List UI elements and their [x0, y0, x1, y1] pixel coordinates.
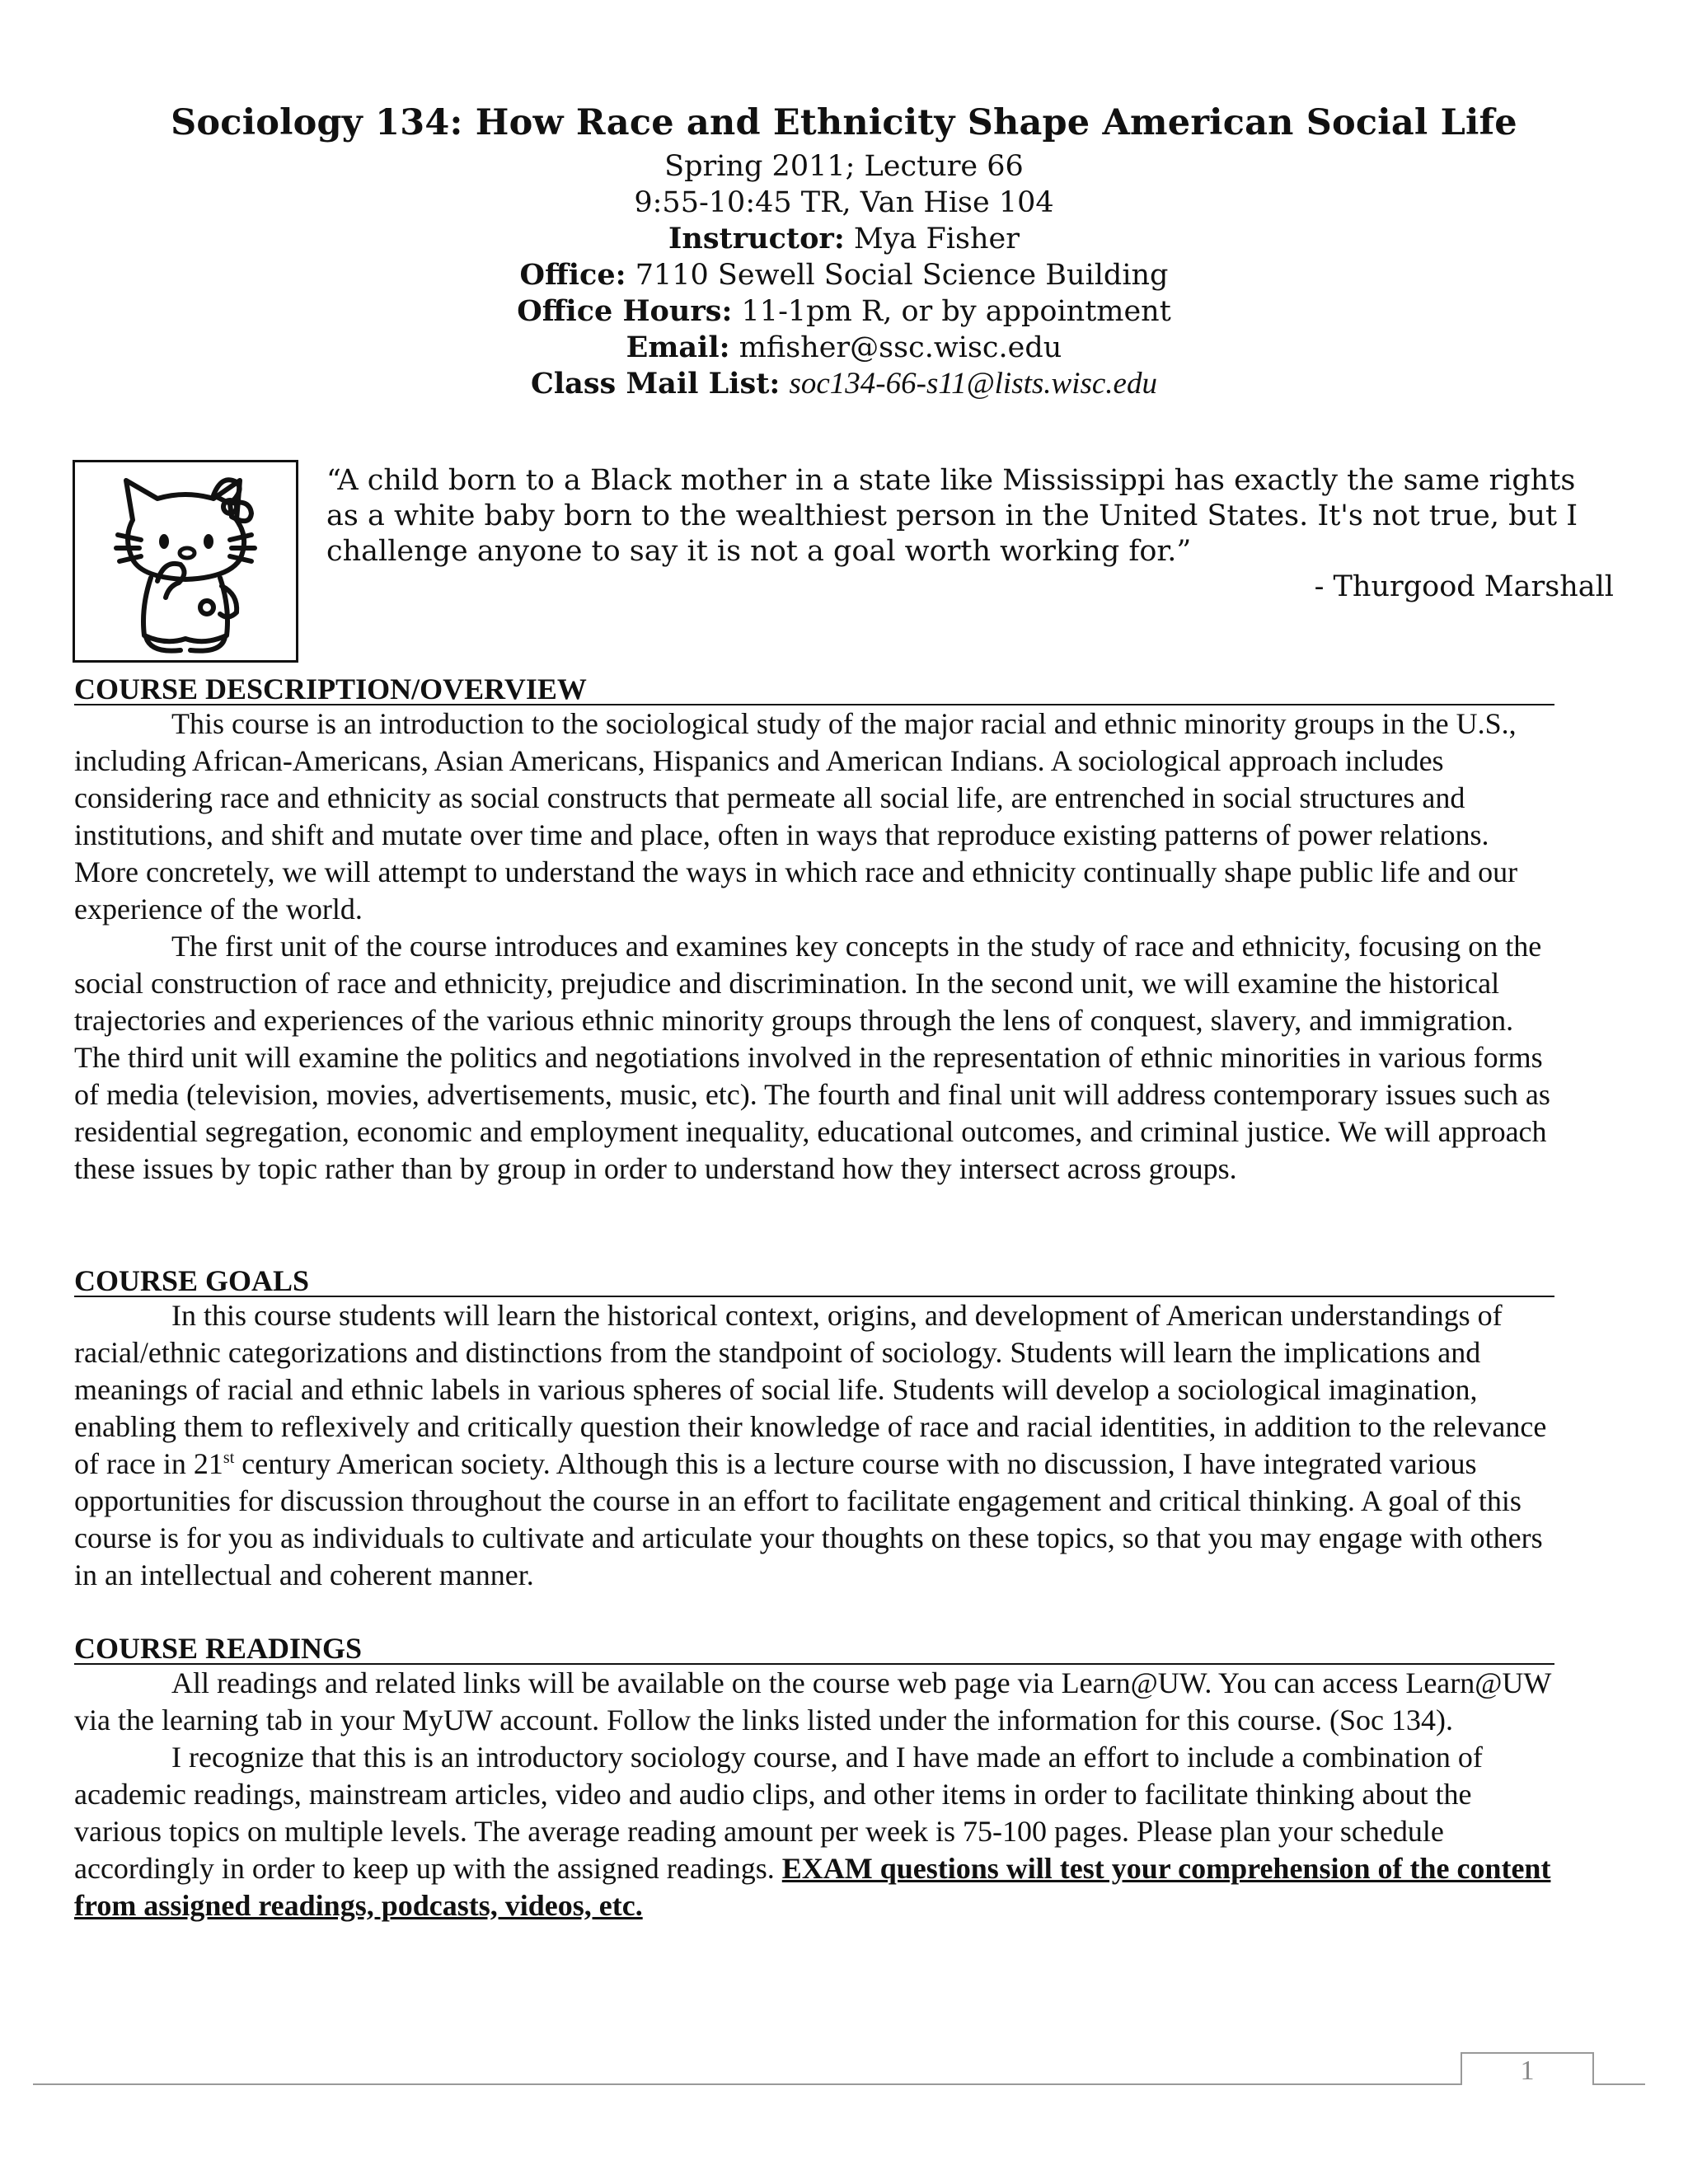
email-address: mfisher@ssc.wisc.edu: [729, 331, 1062, 364]
document-header: [0, 97, 1688, 402]
section-heading-goals: [74, 1266, 1554, 1297]
whisker-6: [230, 556, 251, 561]
description-paragraph-1: This course is an introduction to the sociological study of the major racial and ethnic minority groups in the U.S., including African-Americans, Asian Americans, Hispanics and American Indians. A sociological approach includes considering race and ethnicity as social constructs that permeate all social life, are entrenched in social structures and institutions, and shift and mutate over time and place, often in ways that reproduce existing patterns of power relations. More concretely, we will attempt to understand the ways in which race and ethnicity continually shape public life and our experience of the world.: [74, 707, 1518, 926]
mail-list-line: [0, 366, 1688, 402]
course-schedule: 9:55-10:45 TR, Van Hise 104: [634, 186, 1054, 219]
whisker-1: [118, 535, 141, 540]
eye-left: [159, 534, 169, 549]
exam-emphasis-text: EXAM questions will test your comprehension of the content from assigned readings, podcasts, videos, etc.: [74, 1852, 1551, 1922]
goals-text-part-2: century American society. Although this is a lecture course with no discussion, I have integrated various opportunities for discussion throughout the course in an effort to facilitate engagement and critical thinking. A goal of this course is for you as individuals to cultivate and articulate your thoughts on these topics, so that you may engage with others in an intellectual and coherent manner.: [74, 1447, 1543, 1591]
office-hours-line: [0, 293, 1688, 330]
nose: [180, 548, 195, 558]
section-heading-description: [74, 674, 1554, 705]
mail-list-label: Class Mail List:: [531, 367, 781, 401]
office-hours-label: Office Hours:: [517, 294, 733, 328]
email-line: [0, 330, 1688, 366]
quote-text: “A child born to a Black mother in a state like Mississippi has exactly the same rights as a white baby born to the wealthiest person in the United States. It's not true, but I challenge anyone to say it is not a goal worth working for.”: [326, 464, 1578, 568]
section-course-readings: [74, 1633, 1554, 1924]
mail-list-address: soc134-66-s11@lists.wisc.edu: [789, 367, 1157, 401]
instructor-line: [0, 221, 1688, 257]
page-number: 1: [1520, 2055, 1535, 2086]
goals-superscript: st: [223, 1449, 235, 1467]
quote-author: - Thurgood Marshall: [1314, 570, 1614, 603]
goals-paragraph: [74, 1297, 1554, 1594]
section-course-goals: [74, 1266, 1554, 1594]
eye-right: [204, 534, 213, 549]
head-outline: [126, 480, 244, 579]
office-line: [0, 257, 1688, 293]
whisker-3: [120, 556, 141, 561]
description-paragraph-2: The first unit of the course introduces and examines key concepts in the study of race and ethnicity, focusing on the social construction of race and ethnicity, prejudice and discrimination. In the second unit, we will examine the historical trajectories and experiences of the various ethnic minority groups through the lens of conquest, slavery, and immigration. The third unit will examine the politics and negotiations involved in the representation of ethnic minorities in various forms of media (television, movies, advertisements, music, etc). The fourth and final unit will address contemporary issues such as residential segregation, economic and employment inequality, educational outcomes, and criminal justice. We will approach these issues by topic rather than by group in order to understand how they intersect across groups.: [74, 930, 1550, 1185]
section-heading-readings: [74, 1633, 1554, 1665]
email-label: Email:: [626, 330, 730, 364]
footer-rule: [33, 2083, 1645, 2085]
section-course-description: [74, 674, 1554, 1188]
instructor-label: Instructor:: [668, 222, 845, 255]
course-title: Sociology 134: How Race and Ethnicity Shape American Social Life: [171, 102, 1517, 143]
overall-button: [200, 601, 213, 614]
heading-text-goals: COURSE GOALS: [74, 1264, 310, 1297]
heading-text-readings: COURSE READINGS: [74, 1632, 363, 1665]
office-hours-value: 11-1pm R, or by appointment: [732, 295, 1171, 328]
goals-text-part-1: In this course students will learn the historical context, origins, and development of American understandings of racial/ethnic categorizations and distinctions from the standpoint of sociology. Students will learn the implications and meanings of racial and ethnic labels in various spheres of social life. Students will develop a sociological imagination, enabling them to reflexively and critically question their knowledge of race and racial identities, in addition to the relevance of race in 21: [74, 1299, 1547, 1480]
office-location: 7110 Sewell Social Science Building: [626, 259, 1169, 292]
whisker-4: [230, 535, 251, 540]
readings-text: I recognize that this is an introductory sociology course, and I have made an effort to include a combination of academic readings, mainstream articles, video and audio clips, and other items in order to facilitate thinking about the various topics on multiple levels. The average reading amount per week is 75-100 pages. Please plan your schedule accordingly in order to keep up with the assigned readings.: [74, 1741, 1483, 1885]
epigraph-quote: [326, 463, 1614, 605]
readings-paragraph-2: [74, 1739, 1554, 1924]
hello-kitty-icon: [75, 462, 296, 660]
readings-paragraph-1: All readings and related links will be available on the course web page via Learn@UW. You can access Learn@UW via the learning tab in your MyUW account. Follow the links listed under the information for this course. (Soc 134).: [74, 1666, 1551, 1736]
hello-kitty-image: [73, 460, 298, 663]
heading-text-description: COURSE DESCRIPTION/OVERVIEW: [74, 673, 587, 705]
office-label: Office:: [519, 258, 626, 292]
instructor-name: Mya Fisher: [844, 223, 1020, 255]
course-term: Spring 2011; Lecture 66: [664, 150, 1024, 183]
